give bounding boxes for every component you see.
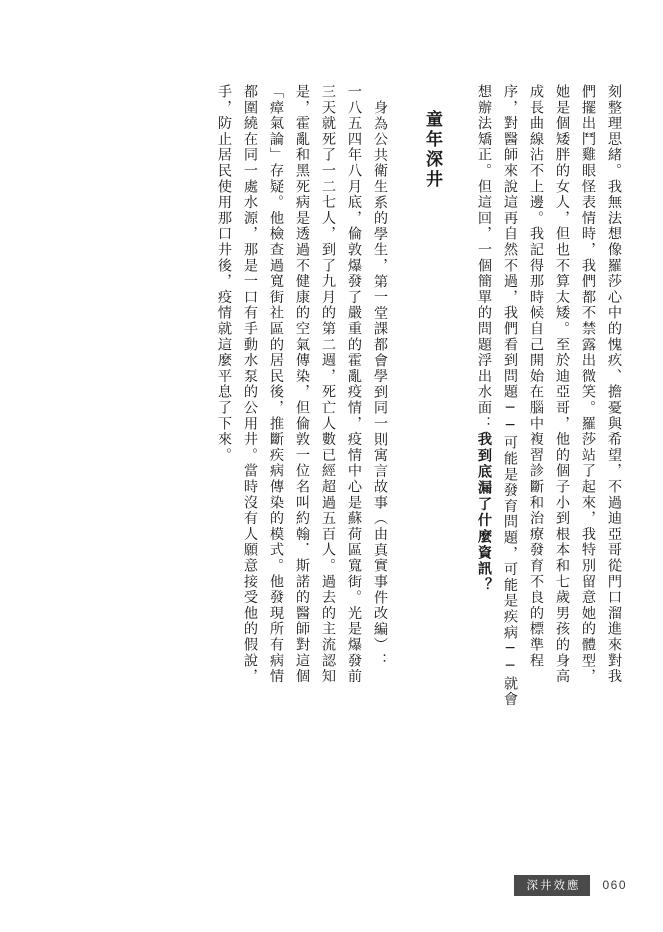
text-column: 她是個矮胖的女人，但也不算太矮。至於迪亞哥，他的個子小到根本和七歲男孩的身高: [554, 84, 570, 685]
text-column-plain: 想辦法矯正。但這回，一個簡單的問題浮出水面：: [476, 84, 492, 432]
text-column: 三天就死了一二七人，到了九月的第二週，死亡人數已經超過五百人。過去的主流認知: [320, 84, 336, 685]
text-column: 刻整理思緒。我無法想像羅莎心中的愧疚、擔憂與希望，不過迪亞哥從門口溜進來對我: [606, 84, 622, 685]
footer-bar: [514, 875, 627, 897]
column-gap: [445, 84, 471, 796]
page-footer: [0, 866, 663, 896]
section-heading: 童年深井: [422, 110, 442, 190]
text-column: 身為公共衛生系的學生，第一堂課都會學到同一則寓言故事（由真實事件改編）：: [372, 100, 388, 669]
text-column: 手，防止居民使用那口井後，疫情就這麼平息了下來。: [216, 84, 232, 464]
text-column: 們擺出鬥雞眼怪表情時，我們都不禁露出微笑。羅莎站了起來，我特別留意她的體型，: [580, 84, 596, 685]
text-column: 都圍繞在同一處水源，那是一口有手動水泵的公用井。當時沒有人願意接受他的假說，: [242, 84, 258, 685]
text-column: 序，對醫師來說這再自然不過，我們看到問題──可能是發育問題，可能是疾病──就會: [502, 84, 518, 708]
column-gap: [393, 84, 419, 796]
emphasized-question: 我到底漏了什麼資訊？: [476, 431, 492, 594]
text-column: 成長曲線沾不上邊。我記得那時候自己開始在腦中複習診斷和治療發育不良的標準程: [528, 84, 544, 669]
text-column: 是，霍亂和黑死病是透過不健康的空氣傳染，但倫敦一位名叫約翰．斯諾的醫師對這個: [294, 84, 310, 685]
text-column-with-emphasis: [471, 84, 497, 796]
page-number: 060: [602, 878, 627, 893]
running-title: 深井效應: [514, 875, 590, 897]
vertical-body-text: [96, 84, 627, 804]
text-column: 「瘴氣論」存疑。他檢查過寬街社區的居民後，推斷疾病傳染的模式。他發現所有病情: [268, 84, 284, 685]
text-column: 一八五四年八月底，倫敦爆發了嚴重的霍亂疫情，疫情中心是蘇荷區寬街。光是爆發前: [346, 84, 362, 685]
